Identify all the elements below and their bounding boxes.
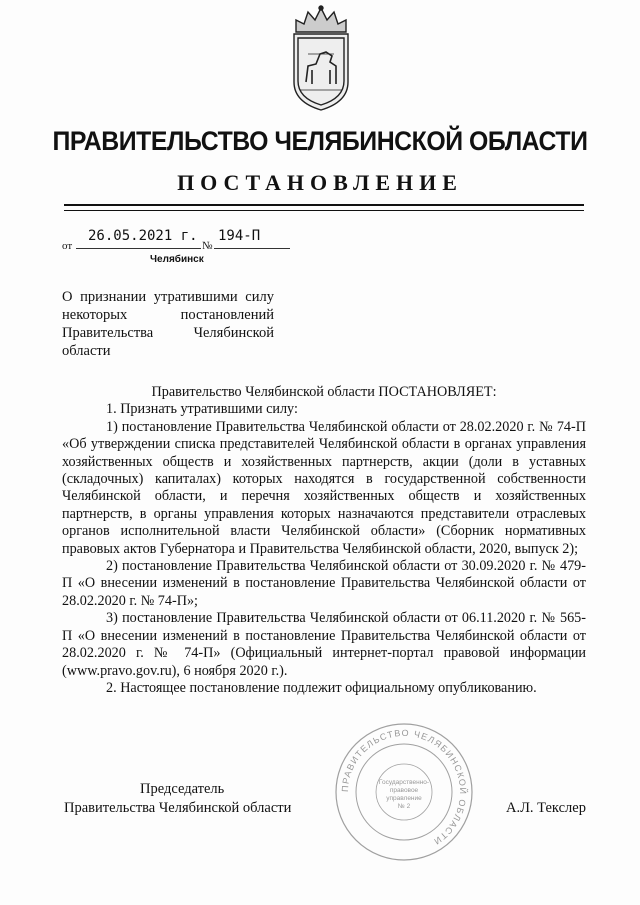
seal-center-line-1: Государственно- bbox=[378, 779, 430, 786]
number-label: № bbox=[202, 240, 213, 252]
header-rule-thin bbox=[64, 210, 584, 211]
document-body bbox=[62, 384, 586, 697]
date-value: 26.05.2021 г. bbox=[88, 228, 198, 244]
paragraph-1-item-3: 3) постановление Правительства Челябинской области от 06.11.2020 г. № 565-П «О внесении изменений в постановление Правительства Челябинской области от 28.02.2020 г. № 74-П» (Официальный интернет-портал правовой информации (www.pravo.gov.ru), 6 ноября 2020 г.). bbox=[62, 610, 586, 679]
date-label: от bbox=[62, 240, 73, 252]
preamble: Правительство Челябинской области ПОСТАНОВЛЯЕТ: bbox=[151, 384, 497, 400]
document-subject: О признании утратившими силу некоторых постановлений Правительства Челябинской области bbox=[62, 289, 274, 359]
signer-position-line-1: Председатель bbox=[140, 781, 225, 797]
number-underline bbox=[214, 248, 290, 249]
paragraph-1: 1. Признать утратившими силу: bbox=[106, 401, 298, 418]
paragraph-1-item-1: 1) постановление Правительства Челябинской области от 28.02.2020 г. № 74-П «Об утверждении списка представителей Челябинской области в органах управления хозяйственных обществ и хозяйственных партнерств, акции (доли в уставных (складочных) капиталах) которых находятся в государственной собственности Челябинской области, и перечня хозяйственных обществ и хозяйственных партнерств, в органы управления которых назначаются представители отраслевых органов исполнительной власти Челябинской области» (Сборник нормативных правовых актов Губернатора и Правительства Челябинской области, 2020, выпуск 2); bbox=[62, 418, 586, 557]
seal-center-line-4: № 2 bbox=[397, 803, 411, 810]
number-value: 194-П bbox=[218, 228, 261, 244]
date-underline bbox=[76, 248, 201, 249]
signer-name: А.Л. Текслер bbox=[506, 800, 586, 816]
paragraph-2: 2. Настоящее постановление подлежит официальному опубликованию. bbox=[106, 679, 537, 696]
signer-position-line-2: Правительства Челябинской области bbox=[64, 800, 292, 816]
document-type: ПОСТАНОВЛЕНИЕ bbox=[177, 170, 463, 195]
paragraph-1-item-2: 2) постановление Правительства Челябинской области от 30.09.2020 г. № 479-П «О внесении изменений в постановление Правительства Челябинской области от 28.02.2020 г. № 74-П»; bbox=[62, 558, 586, 609]
official-seal-stamp bbox=[332, 720, 476, 864]
seal-center-line-2: правовое bbox=[389, 787, 419, 794]
header-rule-thick bbox=[64, 204, 584, 206]
seal-center-line-3: управление bbox=[386, 795, 422, 802]
chelyabinsk-coat-of-arms-icon bbox=[286, 4, 356, 114]
organization-title: ПРАВИТЕЛЬСТВО ЧЕЛЯБИНСКОЙ ОБЛАСТИ bbox=[52, 126, 588, 156]
city-label: Челябинск bbox=[150, 254, 204, 265]
seal-ring-text: ПРАВИТЕЛЬСТВО ЧЕЛЯБИНСКОЙ ОБЛАСТИ bbox=[339, 727, 469, 847]
